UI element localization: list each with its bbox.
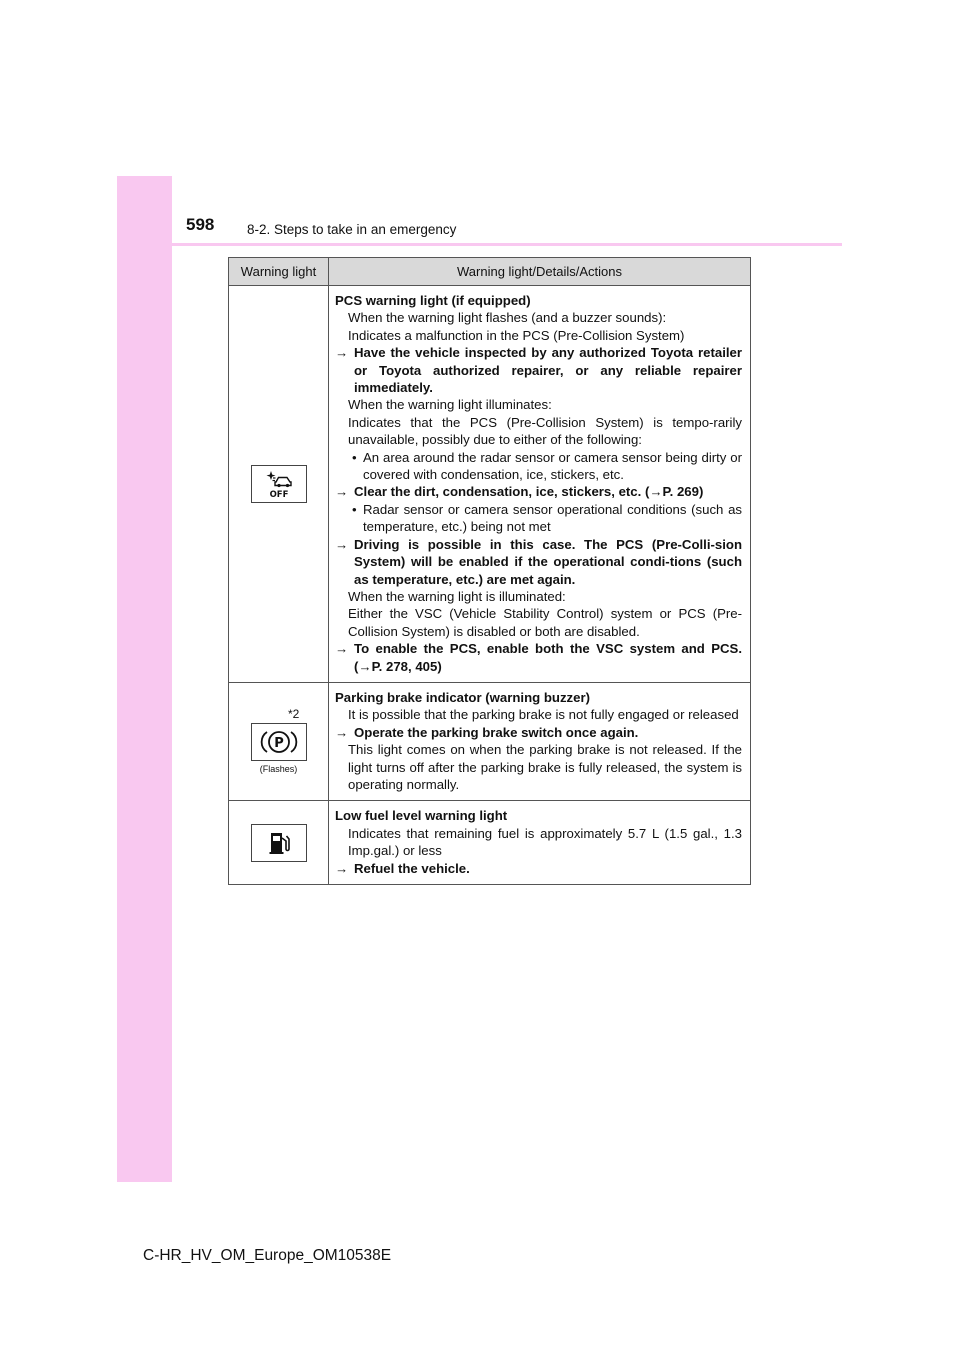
bullet-icon: • (352, 501, 357, 517)
table-row-pcs (229, 286, 751, 683)
column-header-warning-light: Warning light (229, 258, 329, 286)
bullet-line: • Radar sensor or camera sensor operational conditions (such as temperature, etc.) being not met (352, 501, 742, 535)
action-line: → Driving is possible in this case. The PCS (Pre-Colli-sion System) will be enabled if the operational condi-tions (such as temperature, etc.) are met again. (335, 536, 742, 587)
icon-caption: (Flashes) (259, 764, 298, 775)
details-cell (329, 801, 751, 885)
detail-line: This light comes on when the parking brake is not released. If the light turns off after the parking brake is fully released, the system is operating normally. (348, 742, 742, 792)
detail-line: Indicates that the PCS (Pre-Collision System) is tempo-rarily unavailable, possibly due to either of the following: (348, 414, 742, 448)
arrow-right-icon: → (335, 641, 349, 657)
detail-line: Indicates that remaining fuel is approximately 5.7 L (1.5 gal., 1.3 Imp.gal.) or less (348, 825, 742, 859)
table-row-low-fuel (229, 801, 751, 885)
arrow-right-icon: → (335, 536, 349, 552)
light-title: Low fuel level warning light (335, 808, 508, 824)
svg-text:OFF: OFF (269, 489, 288, 499)
pcs-off-icon (251, 465, 307, 503)
arrow-right-icon: → (335, 345, 349, 361)
details-cell (329, 286, 751, 683)
bullet-line: • An area around the radar sensor or camera sensor being dirty or covered with condensation, ice, stickers, etc. (352, 449, 742, 483)
section-title: 8-2. Steps to take in an emergency (247, 222, 457, 237)
detail-line: Either the VSC (Vehicle Stability Control) system or PCS (Pre-Collision System) is disabled or both are disabled. (348, 606, 742, 639)
arrow-right-icon: → (335, 484, 349, 500)
icon-cell (229, 286, 329, 683)
table-header-row (229, 258, 751, 286)
footnote-marker: *2 (288, 706, 300, 721)
svg-text:P: P (273, 736, 284, 752)
action-line: → Clear the dirt, condensation, ice, stickers, etc. (→P. 269) (335, 484, 704, 500)
column-header-details: Warning light/Details/Actions (329, 258, 751, 286)
icon-cell (229, 801, 329, 885)
arrow-right-icon: → (335, 860, 349, 876)
action-line: → Have the vehicle inspected by any authorized Toyota retailer or Toyota authorized repairer, or any reliable repairer immediately. (335, 345, 742, 396)
parking-brake-icon (251, 723, 307, 761)
warning-lights-table (228, 257, 751, 885)
light-title: PCS warning light (if equipped) (335, 293, 531, 308)
action-line: → Operate the parking brake switch once again. (335, 724, 639, 740)
icon-cell (229, 682, 329, 800)
action-line: → Refuel the vehicle. (335, 860, 470, 876)
detail-line: When the warning light flashes (and a buzzer sounds): (348, 310, 667, 326)
details-cell (329, 682, 751, 800)
detail-line: Indicates a malfunction in the PCS (Pre-Collision System) (348, 327, 685, 343)
detail-line: When the warning light is illuminated: (348, 588, 566, 604)
detail-line: It is possible that the parking brake is not fully engaged or released (348, 707, 739, 723)
bullet-icon: • (352, 449, 357, 465)
page-number: 598 (186, 215, 215, 234)
fuel-pump-icon (251, 824, 307, 862)
side-color-bar (117, 176, 172, 1182)
action-line: → To enable the PCS, enable both the VSC system and PCS. (→P. 278, 405) (335, 641, 742, 674)
document-id: C-HR_HV_OM_Europe_OM10538E (143, 1247, 392, 1264)
arrow-right-icon: → (335, 724, 349, 740)
detail-line: When the warning light illuminates: (348, 397, 552, 413)
light-title: Parking brake indicator (warning buzzer) (335, 689, 591, 705)
header-rule (172, 243, 842, 246)
table-row-parking-brake (229, 682, 751, 800)
